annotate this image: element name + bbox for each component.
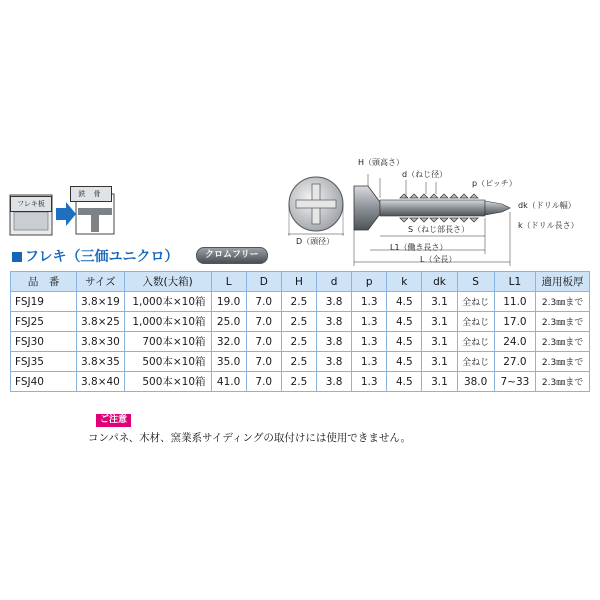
table-cell: 4.5: [387, 352, 422, 372]
table-cell: FSJ19: [11, 292, 77, 312]
column-header: 適用板厚: [536, 272, 590, 292]
column-header: k: [387, 272, 422, 292]
table-cell: 2.5: [281, 292, 316, 312]
table-cell: 3.8: [316, 312, 351, 332]
table-cell: 4.5: [387, 332, 422, 352]
dim-k-label: k（ドリル長さ）: [518, 221, 579, 230]
table-cell: 2.5: [281, 312, 316, 332]
dim-d-label: d（ねじ径）: [402, 170, 448, 179]
chrome-free-badge: クロムフリー: [196, 247, 268, 264]
table-cell: 24.0: [494, 332, 535, 352]
table-cell: 4.5: [387, 372, 422, 392]
table-cell: 7.0: [246, 312, 281, 332]
table-cell: 3.1: [422, 292, 457, 312]
table-row: [11, 312, 590, 332]
column-header: H: [281, 272, 316, 292]
table-cell: FSJ30: [11, 332, 77, 352]
column-header: サイズ: [77, 272, 125, 292]
caution-text: コンパネ、木材、窯業系サイディングの取付けには使用できません。: [88, 432, 411, 444]
table-cell: 27.0: [494, 352, 535, 372]
table-cell: 2.3㎜まで: [536, 372, 590, 392]
table-cell: FSJ40: [11, 372, 77, 392]
table-cell: 1,000本×10箱: [124, 312, 211, 332]
flekki-board-label: フレキ板: [10, 196, 52, 212]
column-header: p: [352, 272, 387, 292]
table-cell: 500本×10箱: [124, 372, 211, 392]
table-cell: 2.3㎜まで: [536, 292, 590, 312]
table-cell: 7.0: [246, 332, 281, 352]
table-cell: 38.0: [457, 372, 494, 392]
square-bullet-icon: [12, 252, 22, 262]
table-cell: 全ねじ: [457, 352, 494, 372]
head-diameter-label: D（頭径）: [296, 237, 335, 246]
table-cell: 全ねじ: [457, 312, 494, 332]
table-cell: 17.0: [494, 312, 535, 332]
dim-L-label: L（全長）: [420, 255, 457, 264]
table-cell: 3.8: [316, 332, 351, 352]
column-header: 品 番: [11, 272, 77, 292]
table-cell: 全ねじ: [457, 292, 494, 312]
table-cell: 1.3: [352, 292, 387, 312]
spec-table: [10, 271, 590, 392]
table-cell: 全ねじ: [457, 332, 494, 352]
table-cell: 3.1: [422, 332, 457, 352]
column-header: 入数(大箱): [124, 272, 211, 292]
column-header: d: [316, 272, 351, 292]
table-cell: 3.8×19: [77, 292, 125, 312]
column-header: D: [246, 272, 281, 292]
section-heading: [12, 246, 178, 266]
table-header-row: [11, 272, 590, 292]
table-cell: 2.3㎜まで: [536, 312, 590, 332]
table-cell: 3.8: [316, 292, 351, 312]
column-header: dk: [422, 272, 457, 292]
table-cell: 3.8×25: [77, 312, 125, 332]
table-cell: 3.8×40: [77, 372, 125, 392]
screw-head-top-view-icon: [286, 174, 346, 240]
section-title: フレキ（三価ユニクロ）: [25, 249, 179, 265]
table-cell: 2.5: [281, 372, 316, 392]
column-header: L1: [494, 272, 535, 292]
dim-L1-label: L1（働き長さ）: [390, 243, 448, 252]
table-cell: 2.5: [281, 332, 316, 352]
table-cell: 3.8: [316, 352, 351, 372]
table-cell: FSJ35: [11, 352, 77, 372]
dim-dk-label: dk（ドリル幅）: [518, 201, 576, 210]
table-cell: 4.5: [387, 312, 422, 332]
table-cell: 41.0: [211, 372, 246, 392]
table-cell: 3.8×30: [77, 332, 125, 352]
caution-badge: ご注意: [96, 414, 131, 427]
table-cell: 500本×10箱: [124, 352, 211, 372]
table-row: [11, 372, 590, 392]
table-cell: 700本×10箱: [124, 332, 211, 352]
table-cell: 7~33: [494, 372, 535, 392]
table-cell: 7.0: [246, 372, 281, 392]
table-row: [11, 352, 590, 372]
table-cell: 2.3㎜まで: [536, 332, 590, 352]
table-cell: 11.0: [494, 292, 535, 312]
dim-S-label: S（ねじ部長さ）: [408, 225, 470, 234]
table-cell: 3.8: [316, 372, 351, 392]
steel-frame-label: 鉄 骨: [70, 186, 112, 202]
dim-H-label: H（頭高さ）: [358, 158, 405, 167]
table-cell: 35.0: [211, 352, 246, 372]
table-cell: 1.3: [352, 312, 387, 332]
column-header: L: [211, 272, 246, 292]
table-cell: 4.5: [387, 292, 422, 312]
table-cell: 7.0: [246, 352, 281, 372]
table-cell: 1,000本×10箱: [124, 292, 211, 312]
table-cell: 1.3: [352, 372, 387, 392]
table-row: [11, 292, 590, 312]
table-cell: 25.0: [211, 312, 246, 332]
column-header: S: [457, 272, 494, 292]
table-cell: 1.3: [352, 352, 387, 372]
table-cell: 3.1: [422, 312, 457, 332]
table-cell: 3.8×35: [77, 352, 125, 372]
table-cell: 32.0: [211, 332, 246, 352]
table-cell: 7.0: [246, 292, 281, 312]
table-cell: 19.0: [211, 292, 246, 312]
table-cell: 1.3: [352, 332, 387, 352]
table-row: [11, 332, 590, 352]
table-cell: 3.1: [422, 372, 457, 392]
dim-p-label: p（ピッチ）: [472, 179, 517, 188]
table-cell: FSJ25: [11, 312, 77, 332]
table-cell: 2.3㎜まで: [536, 352, 590, 372]
table-cell: 2.5: [281, 352, 316, 372]
table-cell: 3.1: [422, 352, 457, 372]
